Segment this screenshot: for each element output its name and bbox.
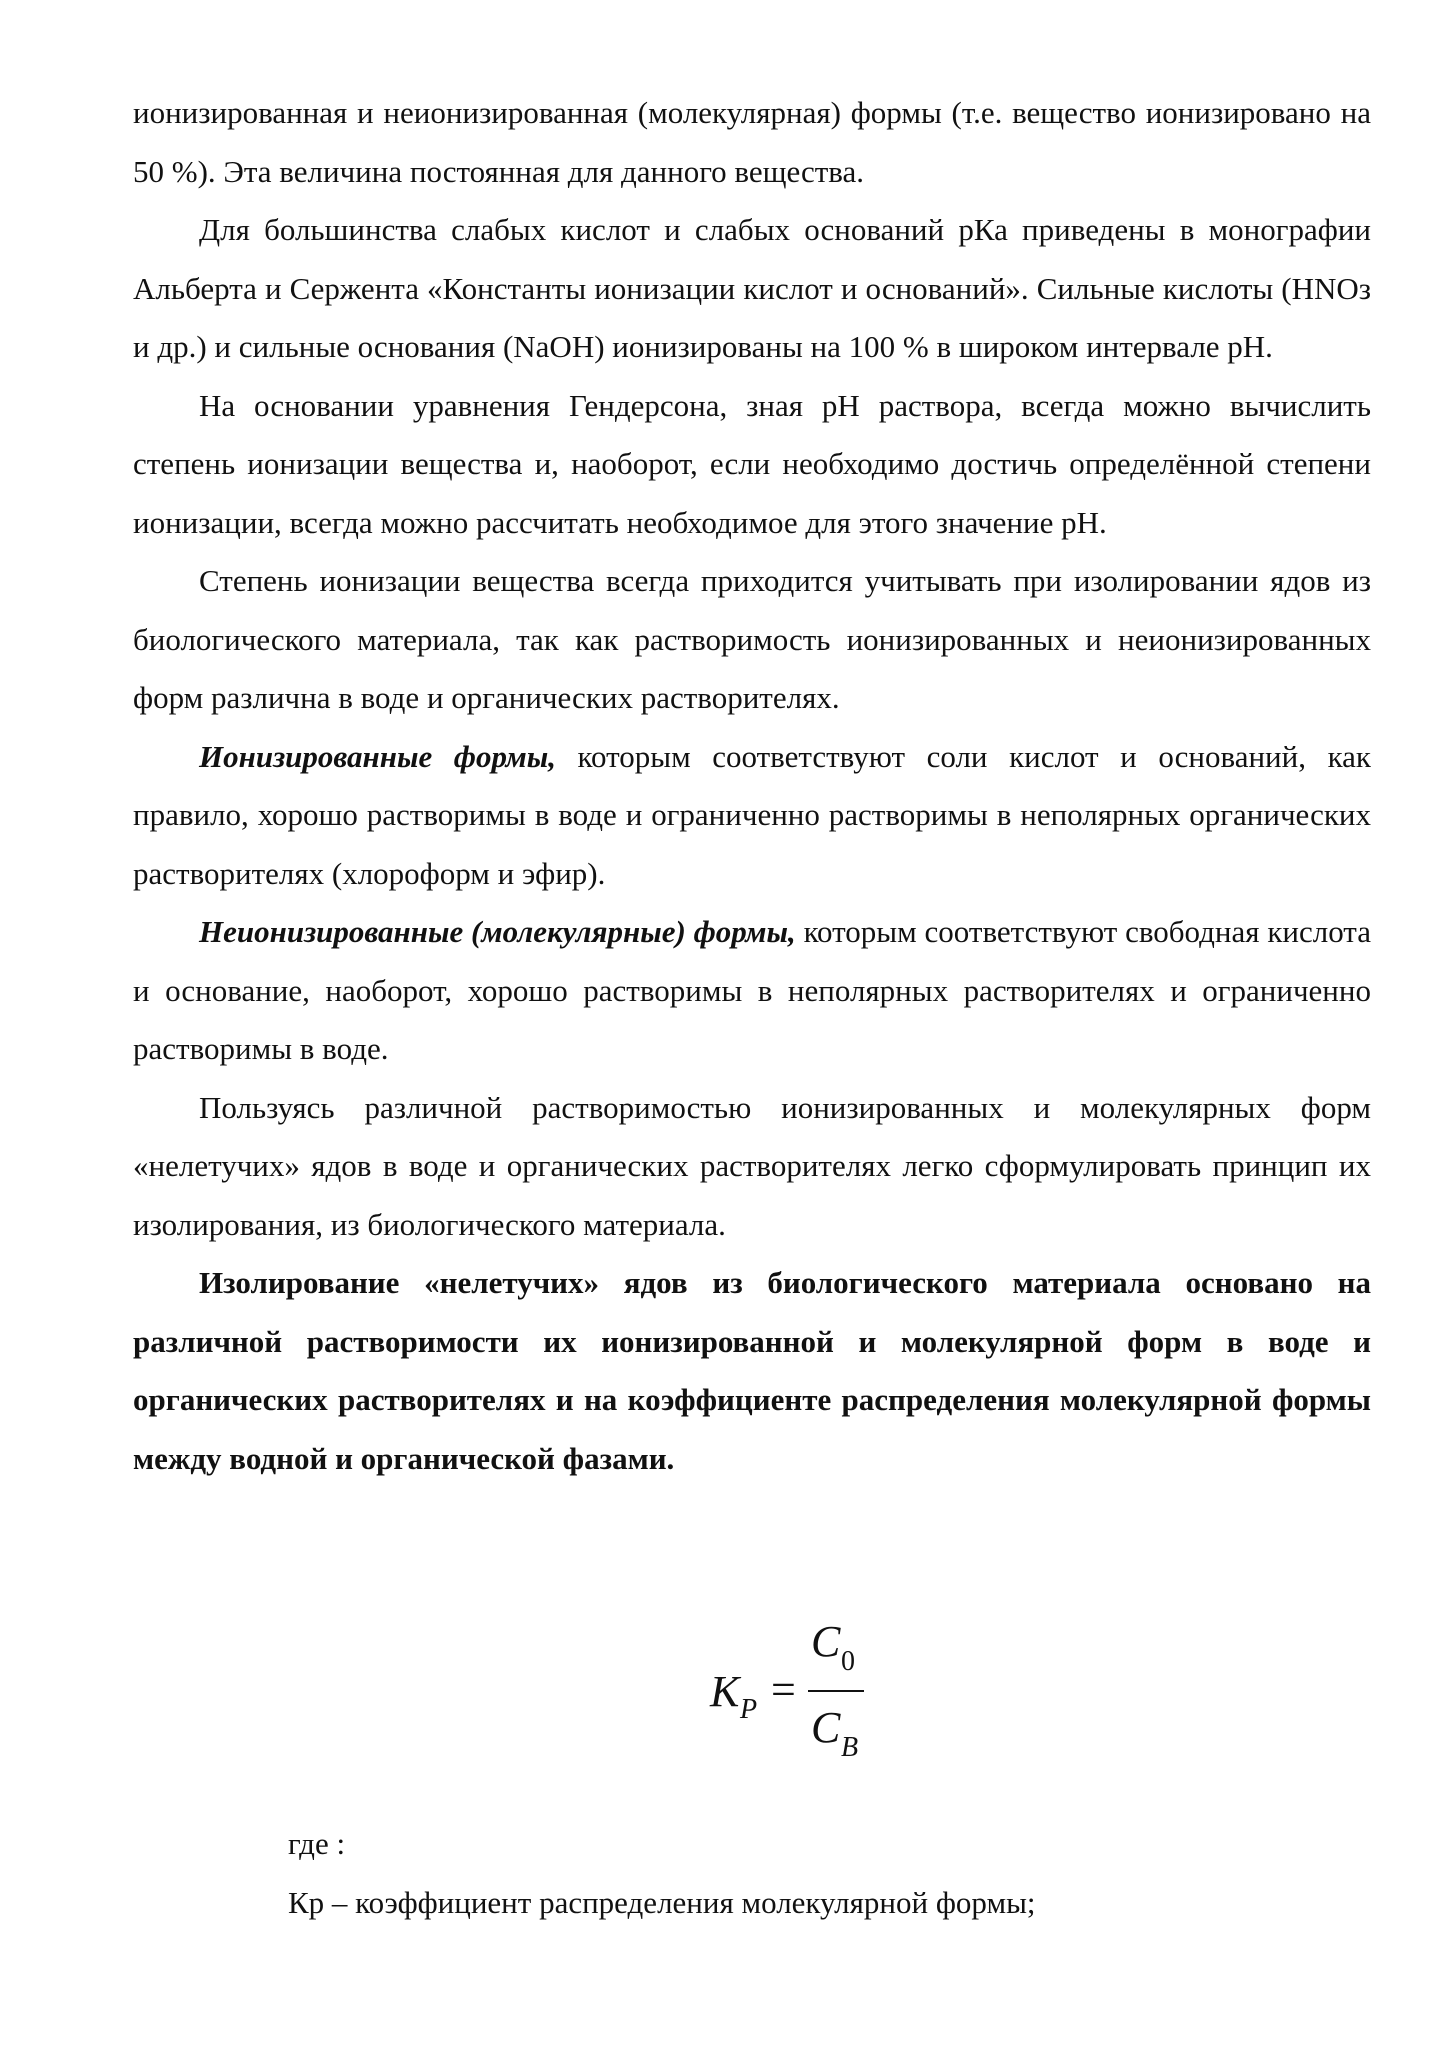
paragraph-8-principle: Изолирование «нелетучих» ядов из биологического материала основано на различной растворимости их ионизированной и молекулярной форм в воде и органических растворителях и на коэффициенте распределения молекулярной формы между водной и органической фазами.	[133, 1265, 1371, 1476]
formula-equals: =	[771, 1665, 796, 1714]
paragraph-1: ионизированная и неионизированная (молекулярная) формы (т.е. вещество ионизировано на 50 %). Эта величина постоянная для данного вещества.	[133, 95, 1371, 189]
formula-denominator-subscript: B	[841, 1732, 859, 1763]
distribution-coefficient-formula	[0, 1617, 1449, 1770]
formula-lhs-subscript: P	[740, 1694, 758, 1725]
formula-numerator-subscript: 0	[841, 1646, 855, 1677]
term-ionized-forms: Ионизированные формы,	[199, 738, 556, 774]
paragraph-5-text: которым соответствуют соли кислот и оснований, как правило, хорошо растворимы в воде и ограниченно растворимы в неполярных органических растворителях (хлороформ и эфир).	[133, 738, 1371, 891]
kp-definition: Кр – коэффициент распределения молекулярной формы;	[288, 1884, 1036, 1920]
paragraph-6-text: которым соответствуют свободная кислота и основание, наоборот, хорошо растворимы в неполярных растворителях и ограниченно растворимы в воде.	[133, 914, 1371, 1066]
formula-fraction-bar	[808, 1690, 864, 1692]
paragraph-5	[133, 728, 1371, 904]
formula-explanation	[288, 1815, 1036, 1932]
paragraph-4: Степень ионизации вещества всегда приходится учитывать при изолировании ядов из биологического материала, так как растворимость ионизированных и неионизированных форм различна в воде и органических растворителях.	[133, 563, 1371, 715]
formula-denominator: C	[811, 1703, 841, 1752]
document-body	[133, 84, 1371, 1488]
where-label: где :	[288, 1826, 346, 1861]
formula-lhs: K	[710, 1667, 740, 1716]
paragraph-7: Пользуясь различной растворимостью ионизированных и молекулярных форм «нелетучих» ядов в воде и органических растворителях легко сформулировать принцип их изолирования, из биологического материала.	[133, 1089, 1371, 1242]
paragraph-3: На основании уравнения Гендерсона, зная рН раствора, всегда можно вычислить степень ионизации вещества и, наоборот, если необходимо достичь определённой степени ионизации, всегда можно рассчитать необходимое для этого значение рН.	[133, 387, 1371, 540]
paragraph-6	[133, 903, 1371, 1079]
formula-numerator: C	[811, 1617, 841, 1666]
paragraph-2: Для большинства слабых кислот и слабых оснований рКа приведены в монографии Альберта и Сержента «Константы ионизации кислот и оснований». Сильные кислоты (HNOз и др.) и сильные основания (NaOH) ионизированы на 100 % в широком интервале рН.	[133, 212, 1371, 364]
term-molecular-forms: Неионизированные (молекулярные) формы,	[199, 914, 796, 949]
